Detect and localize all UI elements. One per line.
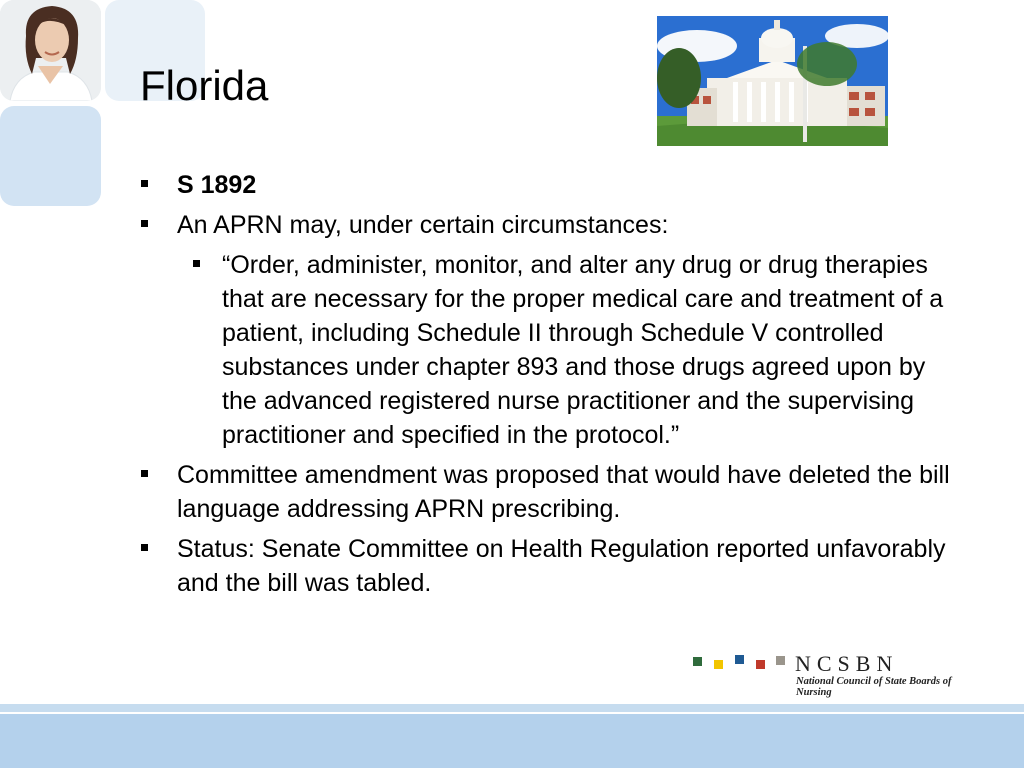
decorative-tile <box>0 106 101 206</box>
bullet-item <box>140 532 960 600</box>
square-bullet-icon <box>141 470 148 477</box>
square-bullet-icon <box>193 260 200 267</box>
logo-square-icon <box>756 660 765 669</box>
footer-line <box>0 704 1024 712</box>
logo-square-icon <box>693 657 702 666</box>
bullet-item <box>140 208 960 242</box>
capitol-illustration <box>657 16 888 146</box>
square-bullet-icon <box>141 544 148 551</box>
portrait-image <box>0 0 101 101</box>
square-bullet-icon <box>141 220 148 227</box>
bullet-text: An APRN may, under certain circumstances: <box>177 211 669 239</box>
sub-bullet-item <box>185 248 960 452</box>
portrait-illustration <box>0 0 101 101</box>
bullet-text: Status: Senate Committee on Health Regulation reported unfavorably and the bill was tabled. <box>177 535 946 597</box>
bullet-item <box>140 168 960 202</box>
square-bullet-icon <box>141 180 148 187</box>
logo-square-icon <box>714 660 723 669</box>
ncsbn-logo <box>692 651 982 698</box>
bullet-text: S 1892 <box>177 171 257 199</box>
bullet-list <box>140 168 960 606</box>
capitol-photo <box>657 16 888 146</box>
sub-bullet-text: “Order, administer, monitor, and alter any drug or drug therapies that are necessary for the proper medical care and treatment of a patient, including Schedule II through Schedule V controlled substances under chapter 893 and those drugs agreed upon by the advanced registered nurse practitioner and the supervising practitioner and specified in the protocol.” <box>222 251 944 449</box>
bullet-text: Committee amendment was proposed that would have deleted the bill language addressing APRN prescribing. <box>177 461 950 523</box>
footer-band <box>0 714 1024 768</box>
slide-title: Florida <box>140 62 269 109</box>
logo-subtitle: National Council of State Boards of Nursing <box>796 676 952 698</box>
logo-square-icon <box>776 656 785 665</box>
logo-square-icon <box>735 655 744 664</box>
bullet-item <box>140 458 960 526</box>
logo-name: NCSBN <box>795 651 899 676</box>
